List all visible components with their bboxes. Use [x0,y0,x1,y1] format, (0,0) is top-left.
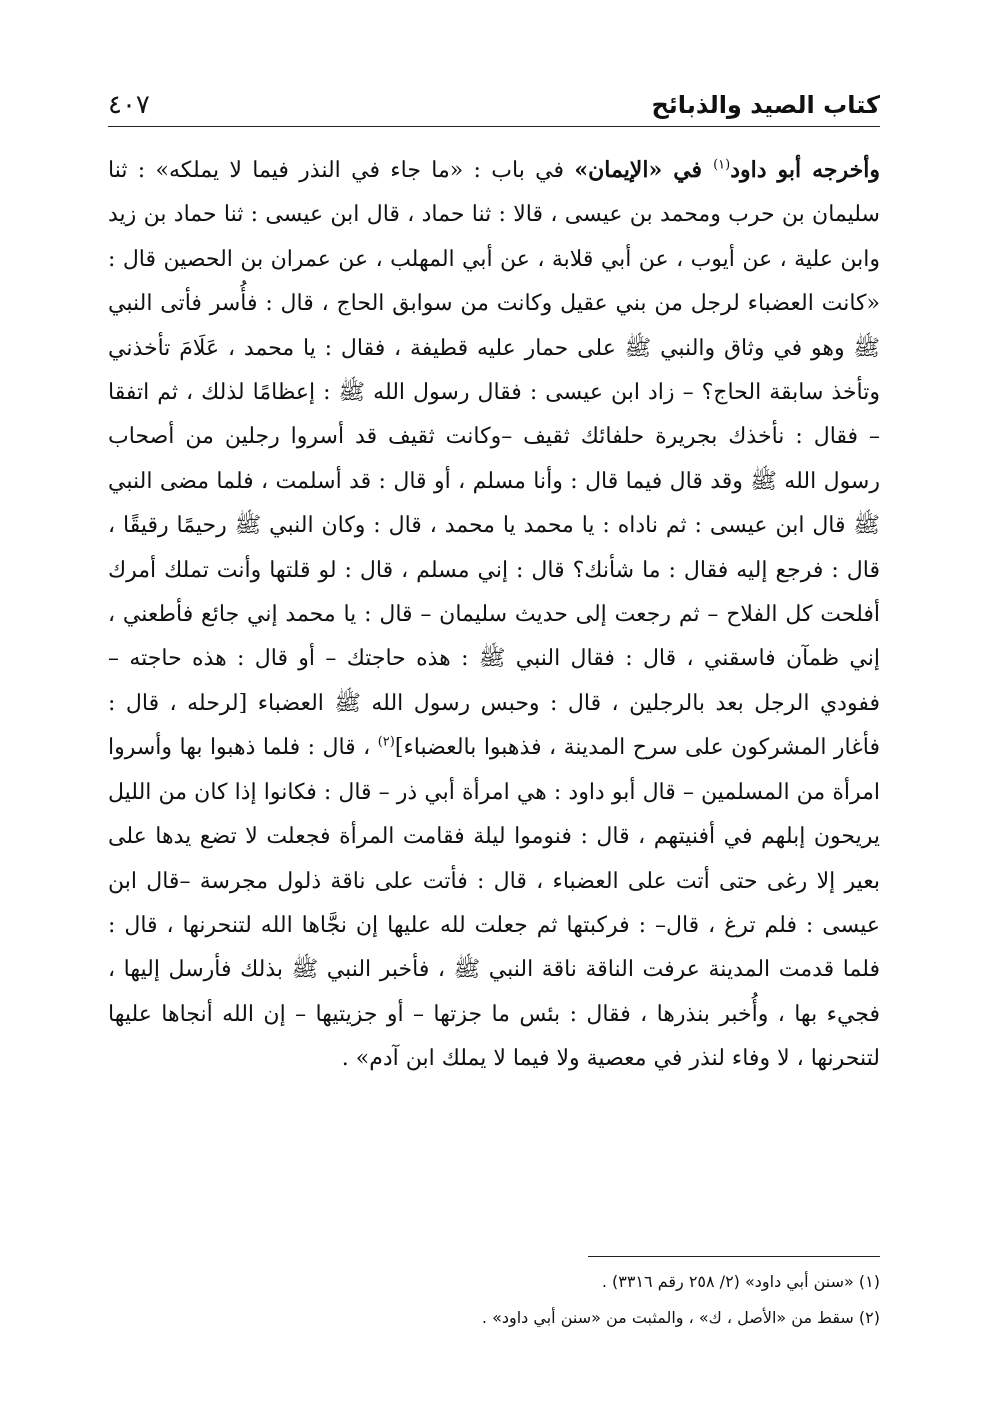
book-reference: في «الإيمان» [574,157,714,183]
header-divider [108,126,880,127]
main-paragraph [108,148,880,1082]
footnotes [108,1264,880,1336]
footnote-ref-2[interactable]: (٢) [377,734,395,750]
main-text-block [108,148,880,1082]
page-number: ٤٠٧ [108,90,150,120]
hadith-text: في باب : «ما جاء في النذر فيما لا يملكه» : ثنا سليمان بن حرب ومحمد بن عيسى ، قالا : ثنا حماد ، قال ابن عيسى : ثنا حماد بن زيد وابن علية ، عن أيوب ، عن أبي قلابة ، عن أبي المهلب ، عن عمران بن الحصين قال : «كانت العضباء لرجل من بني عقيل وكانت من سوابق الحاج ، قال : فأُسر فأتى النبي ﷺ وهو في وثاق والنبي ﷺ على حمار عليه قطيفة ، فقال : يا محمد ، عَلَامَ تأخذني وتأخذ سابقة الحاج؟ – زاد ابن عيسى : فقال رسول الله ﷺ : إعظامًا لذلك ، ثم اتفقا – فقال : نأخذك بجريرة حلفائك ثقيف –وكانت ثقيف قد أسروا رجلين من أصحاب رسول الله ﷺ وقد قال فيما قال : وأنا مسلم ، أو قال : قد أسلمت ، فلما مضى النبي ﷺ قال ابن عيسى : ثم ناداه : يا محمد يا محمد ، قال : وكان النبي ﷺ رحيمًا رقيقًا ، قال : فرجع إليه فقال : ما شأنك؟ قال : إني مسلم ، قال : لو قلتها وأنت تملك أمرك أفلحت كل الفلاح – ثم رجعت إلى حديث سليمان – قال : يا محمد إني جائع فأطعني ، إني ظمآن فاسقني ، قال : فقال النبي ﷺ : هذه حاجتك – أو قال : هذه حاجته – ففودي الرجل بعد بالرجلين ، قال : وحبس رسول الله ﷺ العضباء [لرحله ، قال : فأغار المشركون على سرح المدينة ، فذهبوا بالعضباء] [108,158,880,761]
footnote-divider [588,1256,880,1257]
lead-phrase: وأخرجه أبو داود [730,157,880,183]
hadith-text-continued: ، قال : فلما ذهبوا بها وأسروا امرأة من المسلمين – قال أبو داود : هي امرأة أبي ذر – قال : فكانوا إذا كان من الليل يريحون إبلهم في أفنيتهم ، قال : فنوموا ليلة فقامت المرأة فجعلت لا تضع يدها على بعير إلا رغى حتى أتت على العضباء ، قال : فأتت على ناقة ذلول مجرسة –قال ابن عيسى : فلم ترغ ، قال– : فركبتها ثم جعلت لله عليها إن نجَّاها الله لتنحرنها ، قال : فلما قدمت المدينة عرفت الناقة ناقة النبي ﷺ ، فأخبر النبي ﷺ بذلك فأرسل إليها ، فجيء بها ، وأُخبر بنذرها ، فقال : بئس ما جزتها – أو جزيتيها – إن الله أنجاها عليها لتنحرنها ، لا وفاء لنذر في معصية ولا فيما لا يملك ابن آدم» . [108,735,880,1072]
footnote-ref-1[interactable]: (١) [713,157,731,173]
running-header [108,76,880,120]
footnote-1: (١) «سنن أبي داود» (٢/ ٢٥٨ رقم ٣٣١٦) . [601,1272,880,1291]
chapter-title: كتاب الصيد والذبائح [651,91,880,119]
footnote-2: (٢) سقط من «الأصل ، ك» ، والمثبت من «سنن أبي داود» . [481,1308,880,1327]
